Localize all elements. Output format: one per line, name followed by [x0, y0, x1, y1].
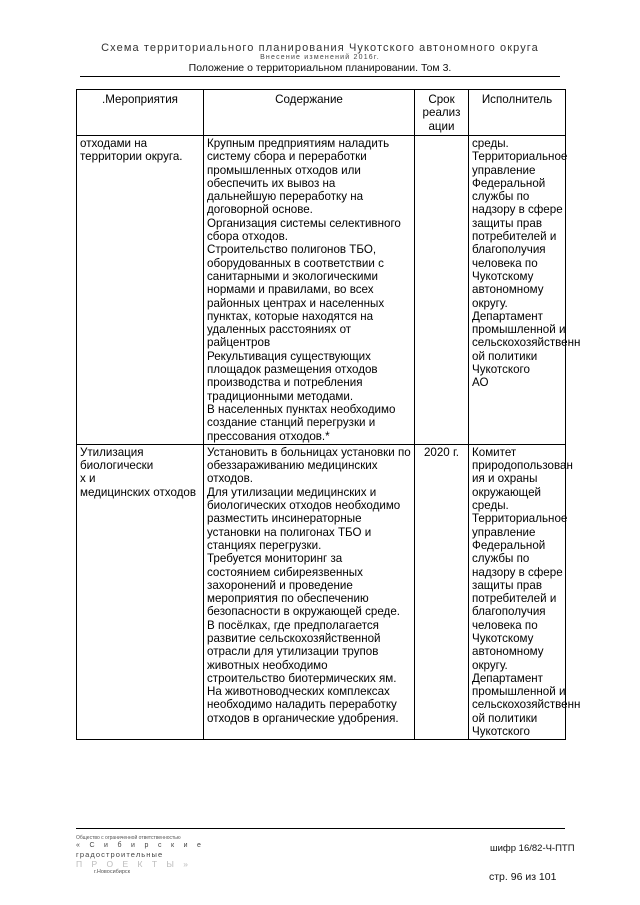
cell-text-line: систему сбора и переработки — [207, 150, 367, 164]
table-row — [77, 444, 566, 740]
cell-executor — [469, 136, 581, 445]
column-header-executor — [469, 90, 566, 136]
cell-text-line: Требуется мониторинг за — [207, 552, 343, 566]
cell-text-line: среды. — [472, 499, 509, 513]
table-row — [77, 136, 566, 445]
cell-content — [204, 444, 415, 740]
header-divider — [80, 76, 560, 77]
document-header-revision: Внесение изменений 2016г. — [260, 54, 380, 61]
cell-text-line: площадок размещения отходов — [207, 363, 378, 377]
cell-text-line: отходов. — [207, 472, 253, 486]
cell-text-line: Утилизация — [80, 445, 144, 459]
cell-text-line: Чукотского — [472, 725, 530, 739]
cell-text-line: АО — [472, 376, 489, 390]
cell-text-line: среды. — [472, 137, 509, 150]
cell-text-line: Исполнитель — [481, 93, 553, 106]
cell-text-line: состоянием сибиреязвенных — [207, 565, 363, 579]
cell-text-line: потребителей и — [472, 592, 557, 606]
cell-text-line: ой политики — [472, 349, 538, 363]
cell-text-line: В населенных пунктах необходимо — [207, 402, 396, 416]
cell-text-line: округу. — [472, 296, 508, 310]
cell-text-line: Федеральной — [472, 538, 546, 552]
cell-text-line: биологически — [80, 459, 154, 473]
cell-text-line: станциях перегрузки. — [207, 538, 322, 552]
cell-text-line: Федеральной — [472, 176, 546, 190]
cell-text-line: округу. — [472, 658, 508, 672]
column-header-term — [415, 90, 469, 136]
cell-term — [415, 444, 469, 740]
cell-text-line: установки на полигонах ТБО и — [207, 525, 372, 539]
cell-text-line: Строительство полигонов ТБО, — [207, 243, 377, 257]
cell-text-line: пунктах, которые находятся на — [207, 309, 374, 323]
footer-divider — [76, 828, 565, 829]
cell-text-line: Департамент — [472, 309, 543, 323]
table-header-row — [77, 90, 566, 136]
cell-text-line: санитарными и экологическими — [207, 269, 378, 283]
cell-text-line: райцентров — [207, 336, 271, 350]
cell-content — [204, 136, 415, 445]
cell-text-line: безопасности в окружающей среде. — [207, 605, 400, 619]
cell-text-line: биологических отходов необходимо — [207, 499, 401, 513]
cell-activity — [77, 136, 204, 445]
cell-text-line: промышленных отходов или — [207, 163, 361, 177]
cell-text-line: сельскохозяйственн — [472, 336, 581, 350]
cell-text-line: На животноводческих комплексах — [207, 685, 390, 699]
cell-text-line: отходов в органические удобрения. — [207, 711, 399, 725]
cell-text-line: ия и охраны — [472, 472, 538, 486]
cell-text-line: Чукотского — [472, 363, 530, 377]
cell-text-line: договорной основе. — [207, 203, 313, 217]
cell-text-line: Установить в больницах установки по — [207, 445, 411, 459]
logo-city: г.Новосибирск — [94, 869, 131, 875]
cell-text-line: окружающей — [472, 485, 541, 499]
cell-text-line: ой политики — [472, 711, 538, 725]
cell-text-line: создание станций перегрузки и — [207, 416, 376, 430]
logo-line-urban: градостроительные — [76, 850, 164, 859]
cell-text-line: Территориальное — [472, 150, 568, 164]
cell-text-line: В посёлках, где предполагается — [207, 618, 379, 632]
cell-text-line: обеззараживанию медицинских — [207, 459, 378, 473]
cell-text-line: надзору в сфере — [472, 203, 563, 217]
cell-text-line: потребителей и — [472, 230, 557, 244]
company-logo — [76, 835, 205, 876]
cell-text-line: Крупным предприятиям наладить — [207, 137, 390, 150]
page-number: стр. 96 из 101 — [489, 871, 557, 883]
cell-text-line: Организация системы селективного — [207, 216, 401, 230]
cell-text-line: оборудованных в соответствии с — [207, 256, 384, 270]
cell-activity — [77, 444, 204, 740]
document-header-volume: Положение о территориальном планировании. Том 3. — [188, 62, 452, 74]
cell-text-line: службы по — [472, 552, 530, 566]
cell-text-line: надзору в сфере — [472, 565, 563, 579]
cell-executor — [469, 444, 581, 740]
cell-text-line: благополучия — [472, 605, 546, 619]
cell-text-line: промышленной и — [472, 323, 566, 337]
cell-text-line: Чукотскому — [472, 631, 534, 645]
cell-text-line: Для утилизации медицинских и — [207, 485, 377, 499]
cell-text-line: нормами и правилами, во всех — [207, 283, 374, 297]
logo-line-siberian: « С и б и р с к и е — [76, 842, 205, 849]
column-header-activity — [77, 90, 204, 136]
cell-text-line: сбора отходов. — [207, 230, 288, 244]
cell-text-line: защиты прав — [472, 578, 542, 592]
document-header-title: Схема территориального планирования Чукотского автономного округа — [101, 42, 539, 54]
cell-text-line: обеспечить их вывоз на — [207, 176, 336, 190]
cell-text-line: разместить инсинераторные — [207, 512, 362, 526]
cell-text-line: управление — [472, 163, 536, 177]
cell-text-line: благополучия — [472, 243, 546, 257]
cell-text-line: дальнейшую переработку на — [207, 190, 364, 204]
document-cipher: шифр 16/82-Ч-ПТП — [490, 843, 575, 854]
cell-term — [415, 136, 469, 445]
cell-text-line: развитие сельскохозяйственной — [207, 631, 381, 645]
cell-text-line: х и — [80, 472, 96, 486]
cell-text-line: медицинских отходов — [80, 485, 197, 499]
cell-text-line: природопользован — [472, 459, 573, 473]
column-header-content — [204, 90, 415, 136]
cell-text-line: 2020 г. — [423, 445, 460, 459]
cell-text-line: .Мероприятия — [102, 93, 178, 106]
cell-text-line: удаленных расстояниях от — [207, 323, 352, 337]
cell-text-line: автономному — [472, 645, 544, 659]
cell-text-line: Содержание — [275, 93, 343, 106]
cell-text-line: Срок — [428, 93, 455, 106]
cell-text-line: отрасли для утилизации трупов — [207, 645, 379, 659]
cell-text-line: животных необходимо — [207, 658, 328, 672]
logo-line-projects: П Р О Е К Т Ы » — [76, 859, 192, 869]
cell-text-line: традиционными методами. — [207, 389, 354, 403]
cell-text-line: производства и потребления — [207, 376, 363, 390]
cell-text-line: защиты прав — [472, 216, 542, 230]
cell-text-line: человека по — [472, 618, 538, 632]
cell-text-line: реализ — [422, 106, 461, 120]
cell-text-line: промышленной и — [472, 685, 566, 699]
cell-text-line: строительство биотермических ям. — [207, 671, 397, 685]
cell-text-line: ации — [428, 119, 455, 133]
cell-text-line: захоронений и проведение — [207, 578, 353, 592]
cell-text-line: прессования отходов.* — [207, 429, 330, 443]
cell-text-line: необходимо наладить переработку — [207, 698, 397, 712]
measures-table — [76, 89, 581, 740]
cell-text-line: Комитет — [472, 445, 517, 459]
cell-text-line: Департамент — [472, 671, 543, 685]
logo-org-form: Общество с ограниченной ответственностью — [76, 835, 181, 841]
cell-text-line: Территориальное — [472, 512, 568, 526]
cell-text-line: управление — [472, 525, 536, 539]
cell-text-line: службы по — [472, 190, 530, 204]
cell-text-line: Рекультивация существующих — [207, 349, 371, 363]
cell-text-line: отходами на — [80, 137, 148, 150]
cell-text-line: сельскохозяйственн — [472, 698, 581, 712]
cell-text-line: мероприятия по обеспечению — [207, 592, 369, 606]
cell-text-line: автономному — [472, 283, 544, 297]
cell-text-line: Чукотскому — [472, 269, 534, 283]
cell-text-line: территории округа. — [80, 150, 183, 164]
cell-text-line: районных центрах и населенных — [207, 296, 385, 310]
cell-text-line: человека по — [472, 256, 538, 270]
